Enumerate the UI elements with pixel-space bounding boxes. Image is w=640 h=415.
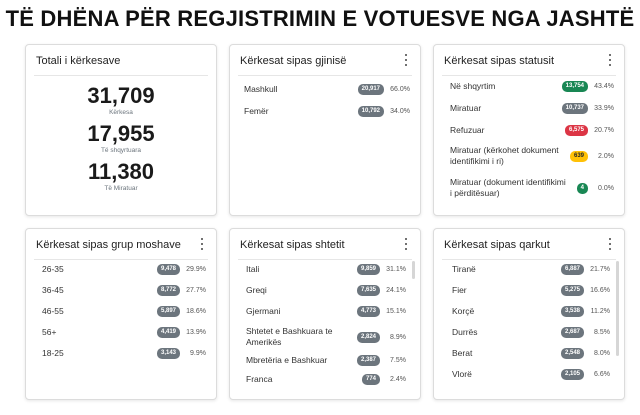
- list-item: [452, 348, 610, 359]
- row-percent: 15.1%: [386, 308, 406, 315]
- count-badge: 4,419: [157, 327, 180, 338]
- total-approved-label: Të Miratuar: [104, 185, 138, 192]
- count-badge: 2,687: [561, 327, 584, 338]
- card-title: Totali i kërkesave: [36, 55, 121, 67]
- count-badge: 10,737: [562, 103, 588, 114]
- count-badge: 774: [362, 374, 380, 385]
- row-percent: 11.2%: [590, 308, 610, 315]
- count-badge: 2,387: [357, 355, 380, 366]
- count-badge: 7,635: [357, 285, 380, 296]
- card-header: [230, 229, 420, 259]
- count-badge: 2,548: [561, 348, 584, 359]
- total-requests-value: 31,709: [87, 83, 155, 108]
- row-label: Mashkull: [244, 84, 278, 94]
- list-item: [246, 355, 406, 366]
- row-label: Tiranë: [452, 264, 476, 274]
- kebab-menu-icon[interactable]: [200, 238, 204, 250]
- list-item: [42, 306, 206, 317]
- scrollbar[interactable]: [412, 261, 415, 279]
- row-label: Greqi: [246, 285, 267, 295]
- list-item: [42, 348, 206, 359]
- card-title: Kërkesat sipas gjinisë: [240, 55, 347, 67]
- card-header: [26, 45, 216, 75]
- row-label: Miratuar: [450, 103, 482, 113]
- card-title: Kërkesat sipas shtetit: [240, 239, 345, 251]
- row-label: Franca: [246, 374, 273, 384]
- row-label: Refuzuar: [450, 125, 485, 135]
- count-badge: 3,538: [561, 306, 584, 317]
- card-header: [230, 45, 420, 75]
- card-title: Kërkesat sipas grup moshave: [36, 239, 181, 251]
- row-percent: 66.0%: [390, 86, 410, 93]
- count-badge: 13,754: [562, 81, 588, 92]
- age-list: [26, 260, 216, 359]
- count-badge: 5,275: [561, 285, 584, 296]
- total-reviewed-value: 17,955: [87, 121, 155, 146]
- list-item: [42, 327, 206, 338]
- row-label: Vlorë: [452, 369, 472, 379]
- list-item: [246, 374, 406, 385]
- count-badge: 9,478: [157, 264, 180, 275]
- list-item: [244, 84, 410, 95]
- list-item: [452, 285, 610, 296]
- kebab-menu-icon[interactable]: [608, 238, 612, 250]
- list-item: [246, 264, 406, 275]
- row-label: Në shqyrtim: [450, 81, 496, 91]
- row-percent: 24.1%: [386, 287, 406, 294]
- count-badge: 5,897: [157, 306, 180, 317]
- row-percent: 33.9%: [594, 105, 614, 112]
- total-approved-value: 11,380: [87, 159, 155, 184]
- row-label: Mbretëria e Bashkuar: [246, 355, 328, 365]
- row-percent: 8.0%: [594, 350, 610, 357]
- row-percent: 43.4%: [594, 83, 614, 90]
- gender-list: [230, 76, 420, 117]
- count-badge: 8,772: [157, 285, 180, 296]
- row-percent: 8.9%: [390, 333, 406, 341]
- row-label: 46-55: [42, 306, 64, 316]
- list-item: [246, 285, 406, 296]
- kebab-menu-icon[interactable]: [404, 54, 408, 66]
- list-item: [450, 176, 614, 200]
- count-badge: 10,792: [358, 106, 384, 117]
- district-list: [434, 260, 624, 380]
- count-badge: 9,859: [357, 264, 380, 275]
- list-item: [452, 306, 610, 317]
- count-badge: 3,143: [157, 348, 180, 359]
- row-percent: 34.0%: [390, 108, 410, 115]
- card-totals: [25, 44, 217, 216]
- row-percent: 7.5%: [390, 357, 406, 364]
- row-percent: 18.6%: [186, 308, 206, 315]
- card-header: [26, 229, 216, 259]
- row-percent: 29.9%: [186, 266, 206, 273]
- count-badge: 6,887: [561, 264, 584, 275]
- row-percent: 31.1%: [386, 266, 406, 273]
- row-percent: 9.9%: [190, 350, 206, 357]
- row-label: Korçë: [452, 306, 475, 316]
- totals-list: [26, 76, 216, 194]
- card-title: Kërkesat sipas qarkut: [444, 239, 550, 251]
- list-item: [244, 106, 410, 117]
- list-item: [42, 264, 206, 275]
- row-label: Shtetet e Bashkuara te Amerikës: [246, 326, 333, 347]
- total-requests-label: Kërkesa: [109, 109, 133, 116]
- row-percent: 0.0%: [598, 184, 614, 192]
- row-label: 36-45: [42, 285, 64, 295]
- count-badge: 6,575: [565, 125, 588, 136]
- kebab-menu-icon[interactable]: [608, 54, 612, 66]
- page-title: TË DHËNA PËR REGJISTRIMIN E VOTUESVE NGA JASHTË: [5, 6, 635, 31]
- kebab-menu-icon[interactable]: [404, 238, 408, 250]
- list-item: [246, 325, 406, 349]
- list-item: [246, 306, 406, 317]
- row-percent: 2.0%: [598, 152, 614, 160]
- list-item: [450, 81, 614, 92]
- row-label: Durrës: [452, 327, 478, 337]
- row-label: Fier: [452, 285, 467, 295]
- row-label: Berat: [452, 348, 473, 358]
- row-percent: 6.6%: [594, 371, 610, 378]
- row-label: 56+: [42, 327, 57, 337]
- row-percent: 20.7%: [594, 127, 614, 134]
- count-badge: 2,824: [357, 332, 380, 343]
- list-item: [452, 369, 610, 380]
- card-country: [229, 228, 421, 400]
- count-badge: 20,917: [358, 84, 384, 95]
- list-item: [452, 327, 610, 338]
- row-label: 26-35: [42, 264, 64, 274]
- row-label: Miratuar (dokument identifikimi i përditësuar): [450, 177, 566, 198]
- list-item: [450, 103, 614, 114]
- card-age-groups: [25, 228, 217, 400]
- status-list: [434, 76, 624, 200]
- count-badge: 2,105: [561, 369, 584, 380]
- list-item: [450, 144, 614, 168]
- row-percent: 16.6%: [590, 287, 610, 294]
- list-item: [452, 264, 610, 275]
- row-percent: 27.7%: [186, 287, 206, 294]
- row-percent: 2.4%: [390, 376, 406, 383]
- row-label: Itali: [246, 264, 260, 274]
- row-percent: 8.5%: [594, 329, 610, 336]
- card-status: [433, 44, 625, 216]
- row-label: Femër: [244, 106, 269, 116]
- card-gender: [229, 44, 421, 216]
- scrollbar[interactable]: [616, 261, 619, 356]
- row-percent: 21.7%: [590, 266, 610, 273]
- card-header: [434, 45, 624, 75]
- total-reviewed-label: Të shqyrtuara: [100, 147, 142, 154]
- row-label: Miratuar (kërkohet dokument identifikimi i ri): [450, 145, 559, 166]
- card-title: Kërkesat sipas statusit: [444, 55, 555, 67]
- card-district: [433, 228, 625, 400]
- country-list: [230, 260, 420, 385]
- row-percent: 13.9%: [186, 329, 206, 336]
- count-badge: 639: [570, 151, 588, 162]
- row-label: Gjermani: [246, 306, 281, 316]
- count-badge: 4,773: [357, 306, 380, 317]
- row-label: 18-25: [42, 348, 64, 358]
- list-item: [42, 285, 206, 296]
- card-header: [434, 229, 624, 259]
- list-item: [450, 125, 614, 136]
- count-badge: 4: [577, 183, 588, 194]
